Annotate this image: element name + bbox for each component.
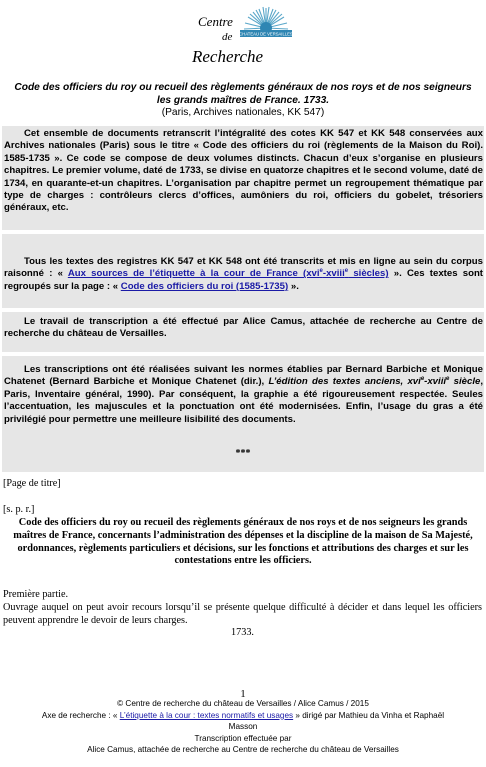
- footer-axis: [0, 710, 486, 722]
- intro-text-2b: ». Ces textes sont regroupés sur la page : «: [4, 268, 484, 292]
- spr-marker: [s. p. r.]: [3, 504, 35, 515]
- separator-stars: ***: [235, 448, 251, 459]
- intro-text-4-sup1: e: [420, 376, 425, 383]
- footer-transcription: Transcription effectuée par: [194, 733, 292, 743]
- axis-link[interactable]: L’étiquette à la cour : textes normatifs et usages: [119, 710, 294, 720]
- intro-paragraph-4: [4, 364, 483, 426]
- logo-line3: Recherche: [192, 47, 264, 66]
- page-footer: [0, 698, 486, 756]
- intro-text-4-sup2: e: [446, 376, 450, 383]
- corpus-link-sup1: e: [319, 268, 323, 275]
- intro-text-4a: Les transcriptions ont été réalisées suivant les normes établies par Bernard Barbiche et Monique Chatenet (Bernard Barbiche et Monique Chatenet (dir.),: [4, 364, 483, 388]
- intro-paragraph-2: [4, 256, 483, 293]
- corpus-link-end: siècles): [348, 268, 389, 280]
- document-source: (Paris, Archives nationales, KK 547): [161, 107, 325, 119]
- logo-line2: de: [222, 31, 233, 43]
- intro-text-2a: Tous les textes des registres KK 547 et KK 548 ont été transcrits et mis en ligne au sein du corpus raisonné : «: [4, 256, 483, 280]
- footer-author: Alice Camus, attachée de recherche au Centre de recherche du château de Versailles: [87, 745, 399, 755]
- intro-paragraph-3: [4, 316, 483, 341]
- intro-box-3: [2, 312, 484, 352]
- code-bold-title: Code des officiers du roy ou recueil des rѐglements généraux de nos roys et de nos seigneurs les grands maîtres de France, concernants l’administration des dépenses et la discipline de la maison de Sa Majesté, ordonnances, rѐglements particuliers et décisions, sur les fonctions et attributions des charges et sur les contestations entre les officiers.: [13, 517, 473, 567]
- corpus-link-sup2: e: [344, 268, 349, 275]
- intro-paragraph-1: [4, 128, 483, 215]
- footer-axis-cont: Masson: [228, 722, 258, 732]
- work-description: Ouvrage auquel on peut avoir recours lorsqu’il se présente quelque difficulté à décider et dans lequel les officiers peuvent apprendre le devoir de leurs charges.: [3, 602, 482, 626]
- code-page-link[interactable]: Code des officiers du roi (1585-1735): [120, 280, 289, 292]
- centre-de-recherche-logo: [178, 6, 308, 76]
- footer-axis-suffix: » dirigé par Mathieu da Vinha et Raphaël: [293, 710, 445, 720]
- intro-box-1: [2, 126, 484, 230]
- page-number: 1: [240, 688, 246, 700]
- corpus-link-mid: -xviii: [322, 268, 345, 280]
- part-heading: Premiѐre partie.: [3, 589, 69, 600]
- intro-text-4-em2: -xviii: [424, 376, 447, 388]
- logo-subtitle: CHATEAU DE VERSAILLES: [239, 31, 293, 37]
- footer-copyright: © Centre de recherche du château de Versailles / Alice Camus / 2015: [117, 699, 369, 708]
- corpus-link[interactable]: [68, 268, 389, 279]
- intro-text-4-em3: siècle: [449, 376, 481, 388]
- intro-text-1: Cet ensemble de documents retranscrit l’intégralité des cotes KK 547 et KK 548 conservées aux Archives nationales (Paris) sous le titre « Code des officiers du roi (règlements de la Maison du Roi). 1585-1735 ». Ce code se compose de deux volumes distincts. Chacun d’eux s’organise en plusieurs chapitres. Le premier volume, daté de 1733, se divise en quatorze chapitres et le second volume, daté de 1734, en quarante-et-un chapitres. L’organisation par chapitre permet un regroupement thématique par type de charges : contrôleurs clercs d’offices, aumôniers du roi, officiers du gobelet, trésoriers généraux, etc.: [4, 128, 483, 214]
- document-title: Code des officiers du roy ou recueil des règlements généraux de nos roys et de nos seigneurs les grands maîtres de France. 1733.: [14, 82, 472, 106]
- document-title-block: [6, 82, 480, 120]
- intro-box-2: [2, 234, 484, 308]
- year-line: 1733.: [231, 627, 254, 638]
- page-title-marker: [Page de titre]: [3, 478, 61, 489]
- intro-text-3: Le travail de transcription a été effectué par Alice Camus, attachée de recherche au Centre de recherche du château de Versailles.: [4, 316, 483, 340]
- intro-text-4-em: L’édition des textes anciens, xvi: [268, 376, 421, 388]
- intro-text-4b: , Paris, Inventaire général, 1990). Par conséquent, la graphie a été rigoureusement respectée. Seules l’accentuation, les majuscules et la ponctuation ont été modernisées. Enfin, l’usage du gras a été privilégié pour permettre une meilleure lisibilité des documents.: [4, 376, 483, 425]
- footer-axis-prefix: Axe de recherche : «: [41, 710, 120, 720]
- logo-line1: Centre: [198, 14, 233, 29]
- corpus-link-text: Aux sources de l’étiquette à la cour de France (xvi: [67, 268, 320, 280]
- intro-text-2c: ».: [288, 280, 299, 292]
